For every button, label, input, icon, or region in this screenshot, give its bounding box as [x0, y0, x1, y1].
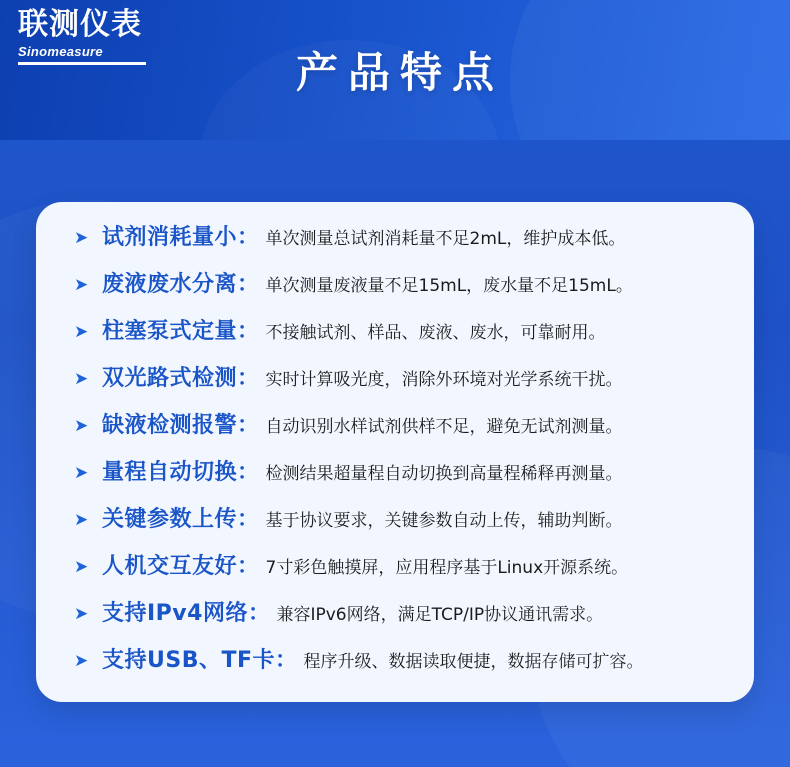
- feature-description: 兼容IPv6网络，满足TCP/IP协议通讯需求。: [276, 605, 604, 625]
- logo-underline: [18, 62, 146, 65]
- feature-title: 量程自动切换：: [102, 460, 260, 485]
- arrow-icon: ➤: [74, 651, 89, 670]
- list-item: [36, 643, 754, 690]
- feature-title: 关键参数上传：: [102, 507, 260, 532]
- feature-description: 基于协议要求，关键参数自动上传，辅助判断。: [265, 511, 623, 531]
- page-title: 产品特点: [295, 48, 504, 97]
- page-header: [0, 0, 790, 140]
- list-item: [36, 408, 754, 455]
- feature-description: 单次测量总试剂消耗量不足2mL，维护成本低。: [265, 229, 626, 249]
- features-card: [36, 202, 754, 702]
- brand-name-en: Sinomeasure: [18, 44, 103, 59]
- brand-logo: [18, 8, 146, 65]
- list-item: [36, 549, 754, 596]
- list-item: [36, 314, 754, 361]
- arrow-icon: ➤: [74, 416, 89, 435]
- feature-description: 实时计算吸光度，消除外环境对光学系统干扰。: [265, 370, 623, 390]
- feature-list: [36, 220, 754, 690]
- feature-description: 不接触试剂、样品、废液、废水，可靠耐用。: [265, 323, 606, 343]
- arrow-icon: ➤: [74, 275, 89, 294]
- feature-title: 废液废水分离：: [102, 272, 260, 297]
- arrow-icon: ➤: [74, 557, 89, 576]
- feature-title: 柱塞泵式定量：: [102, 319, 260, 344]
- arrow-icon: ➤: [74, 322, 89, 341]
- arrow-icon: ➤: [74, 604, 89, 623]
- list-item: [36, 596, 754, 643]
- feature-description: 程序升级、数据读取便捷，数据存储可扩容。: [303, 652, 644, 672]
- arrow-icon: ➤: [74, 369, 89, 388]
- page-body: [0, 140, 790, 767]
- list-item: [36, 220, 754, 267]
- arrow-icon: ➤: [74, 463, 89, 482]
- list-item: [36, 267, 754, 314]
- feature-description: 7寸彩色触摸屏，应用程序基于Linux开源系统。: [265, 558, 629, 578]
- arrow-icon: ➤: [74, 228, 89, 247]
- feature-title: 缺液检测报警：: [102, 413, 260, 438]
- brand-name-cn: 联测仪表: [18, 7, 142, 42]
- feature-description: 检测结果超量程自动切换到高量程稀释再测量。: [265, 464, 623, 484]
- feature-description: 单次测量废液量不足15mL，废水量不足15mL。: [265, 276, 633, 296]
- list-item: [36, 361, 754, 408]
- feature-title: 支持USB、TF卡：: [102, 648, 298, 673]
- list-item: [36, 502, 754, 549]
- feature-description: 自动识别水样试剂供样不足，避免无试剂测量。: [265, 417, 623, 437]
- arrow-icon: ➤: [74, 510, 89, 529]
- feature-title: 双光路式检测：: [102, 366, 260, 391]
- list-item: [36, 455, 754, 502]
- feature-title: 人机交互友好：: [102, 554, 260, 579]
- feature-title: 支持IPv4网络：: [102, 601, 271, 626]
- feature-title: 试剂消耗量小：: [102, 225, 260, 250]
